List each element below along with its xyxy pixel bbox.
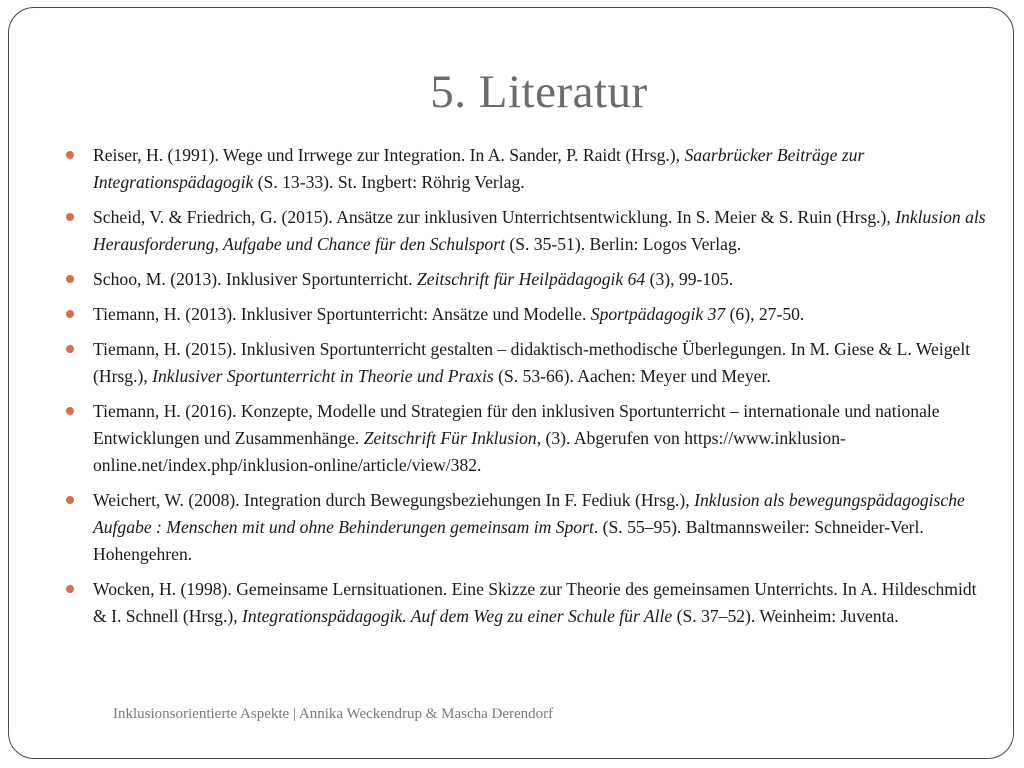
reference-item (66, 266, 986, 293)
reference-item (66, 301, 986, 328)
reference-text: Tiemann, H. (2015). Inklusiven Sportunterricht gestalten – didaktisch-methodische Überlegungen. In M. Giese & L. Weigelt (Hrsg.), (93, 339, 971, 386)
reference-details: , (3). Abgerufen von https://www.inklusion-online.net/index.php/inklusion-online/article/view/382. (93, 428, 846, 475)
reference-details: (S. 53-66). Aachen: Meyer und Meyer. (493, 366, 771, 386)
bullet-icon (66, 345, 74, 353)
bullet-icon (66, 213, 74, 221)
reference-text: Weichert, W. (2008). Integration durch Bewegungsbeziehungen In F. Fediuk (Hrsg.), (93, 490, 695, 510)
reference-text: Wocken, H. (1998). Gemeinsame Lernsituationen. Eine Skizze zur Theorie des gemeinsamen Unterrichts. In A. Hildeschmidt & I. Schnell (Hrsg.), (93, 579, 977, 626)
reference-text: Reiser, H. (1991). Wege und Irrwege zur Integration. In A. Sander, P. Raidt (Hrsg.), (93, 145, 685, 165)
bullet-icon (66, 151, 74, 159)
reference-details: (3), 99-105. (645, 269, 734, 289)
bullet-icon (66, 407, 74, 415)
reference-item (66, 398, 986, 479)
footer-text: Inklusionsorientierte Aspekte | Annika Weckendrup & Mascha Derendorf (113, 706, 554, 722)
slide-title: 5. Literatur (430, 66, 648, 118)
reference-item (66, 487, 986, 568)
reference-text: Tiemann, H. (2016). Konzepte, Modelle und Strategien für den inklusiven Sportunterricht – internationale und nationale Entwicklungen und Zusammenhänge. (93, 401, 940, 448)
reference-source: Sportpädagogik 37 (590, 304, 726, 324)
reference-source: Saarbrücker Beiträge zur Integrationspädagogik (93, 145, 865, 192)
reference-details: . (S. 55–95). Baltmannsweiler: Schneider-Verl. Hohengehren. (93, 517, 924, 564)
reference-item (66, 576, 986, 630)
reference-item (66, 142, 986, 196)
reference-item (66, 204, 986, 258)
reference-list (66, 142, 986, 638)
reference-source: Inklusion als bewegungspädagogische Aufgabe : Menschen mit und ohne Behinderungen gemeinsam im Sport (93, 490, 965, 537)
reference-source: Zeitschrift für Heilpädagogik 64 (416, 269, 646, 289)
reference-text: Scheid, V. & Friedrich, G. (2015). Ansätze zur inklusiven Unterrichtsentwicklung. In S. Meier & S. Ruin (Hrsg.), (93, 207, 896, 227)
reference-item (66, 336, 986, 390)
reference-details: (6), 27-50. (725, 304, 805, 324)
reference-source: Inklusiver Sportunterricht in Theorie und Praxis (152, 366, 494, 386)
reference-source: Zeitschrift Für Inklusion (363, 428, 537, 448)
reference-text: Schoo, M. (2013). Inklusiver Sportunterricht. (93, 269, 417, 289)
reference-details: (S. 35-51). Berlin: Logos Verlag. (504, 234, 742, 254)
bullet-icon (66, 275, 74, 283)
reference-text: Tiemann, H. (2013). Inklusiver Sportunterricht: Ansätze und Modelle. (93, 304, 591, 324)
reference-source: Integrationspädagogik. Auf dem Weg zu einer Schule für Alle (242, 606, 673, 626)
bullet-icon (66, 496, 74, 504)
reference-source: Inklusion als Herausforderung, Aufgabe und Chance für den Schulsport (93, 207, 986, 254)
reference-details: (S. 13-33). St. Ingbert: Röhrig Verlag. (253, 172, 525, 192)
bullet-icon (66, 585, 74, 593)
reference-details: (S. 37–52). Weinheim: Juventa. (672, 606, 899, 626)
bullet-icon (66, 310, 74, 318)
